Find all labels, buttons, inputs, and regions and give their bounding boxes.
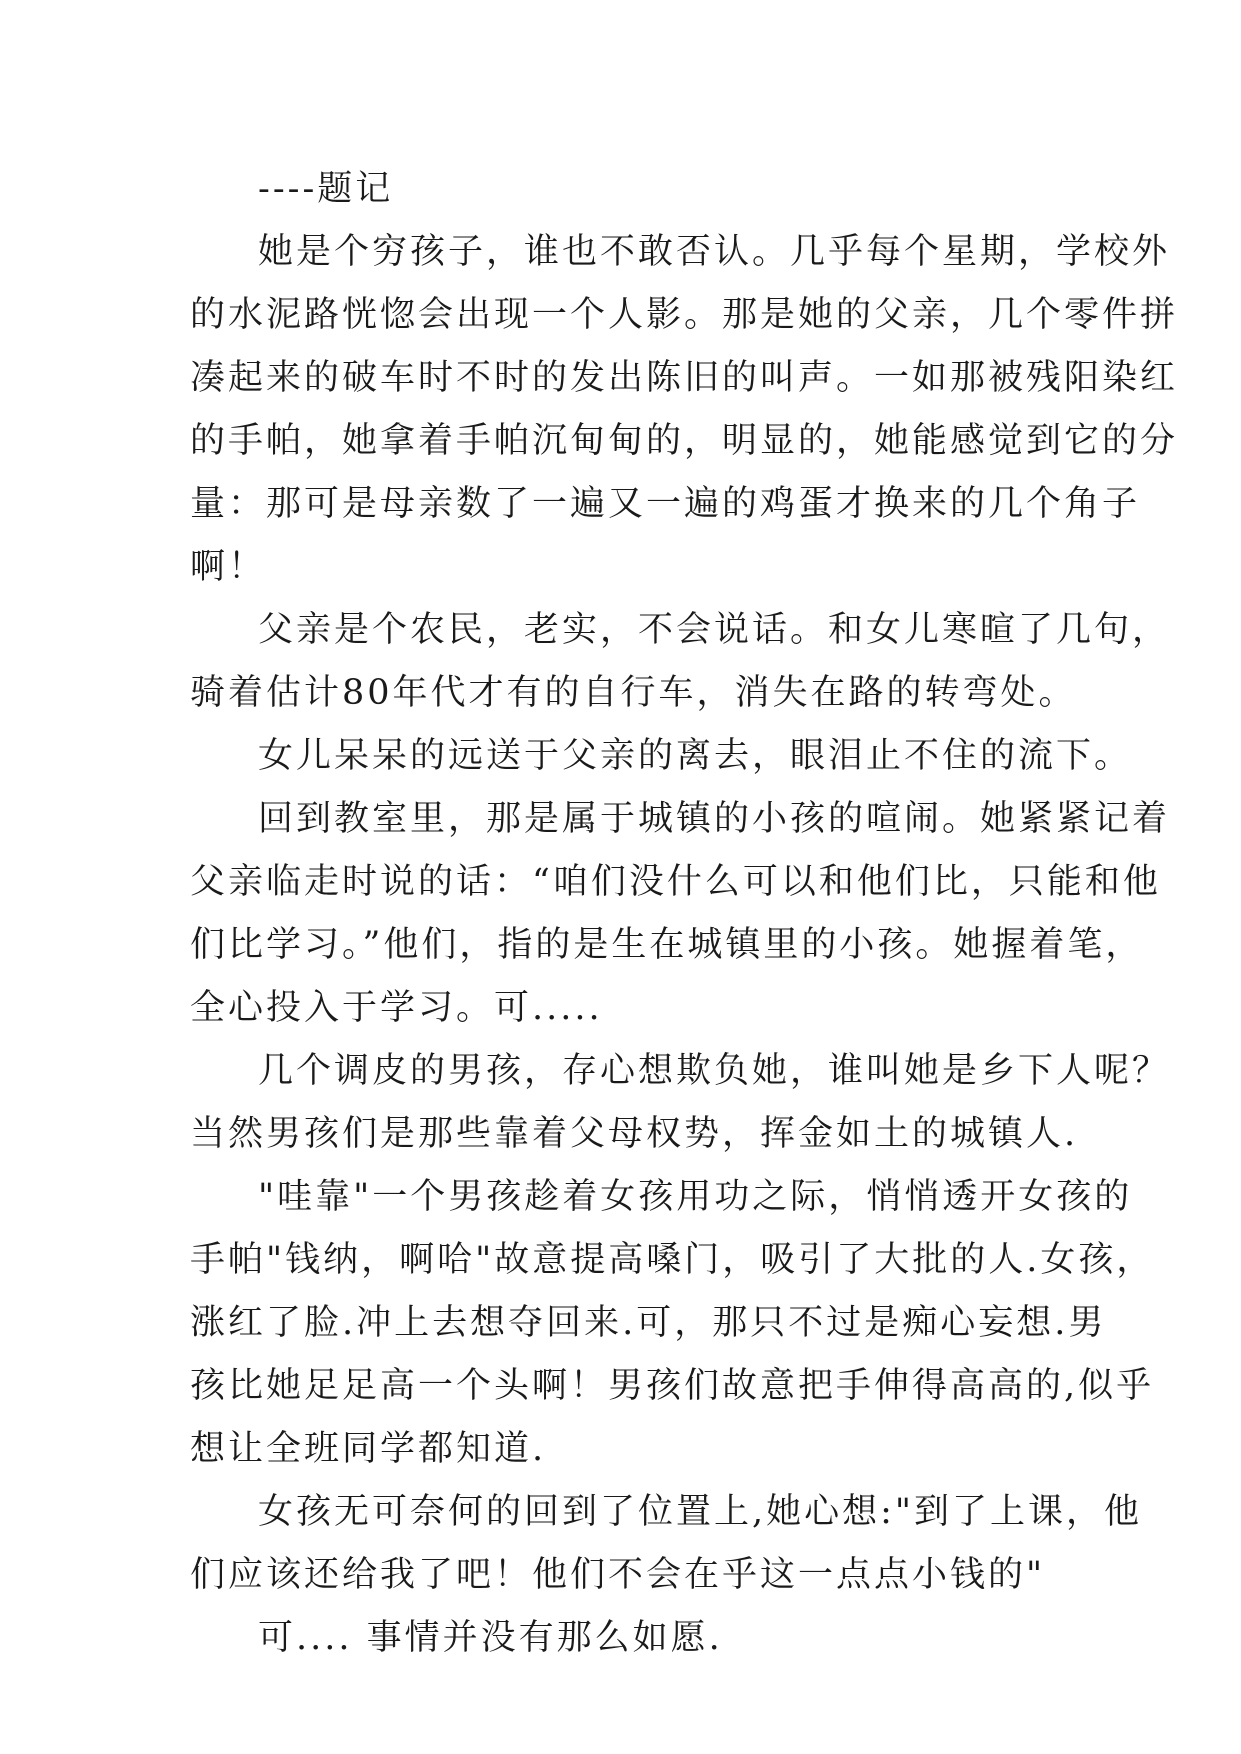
paragraph [190, 599, 1171, 725]
text-line: 女儿呆呆的远送于父亲的离去，眼泪止不住的流下。 [258, 736, 1133, 776]
text-line: 的水泥路恍惚会出现一个人影。那是她的父亲，几个零件拼 [190, 295, 1179, 335]
text-line: 骑着估计80年代才有的自行车，消失在路的转弯处。 [190, 673, 1077, 713]
text-line: 的手帕，她拿着手帕沉甸甸的，明显的，她能感觉到它的分 [190, 421, 1179, 461]
text-line: 们比学习。”他们，指的是生在城镇里的小孩。她握着笔， [190, 925, 1144, 965]
text-line: 们应该还给我了吧！他们不会在乎这一点点小钱的" [190, 1555, 1046, 1595]
paragraph [190, 221, 1179, 599]
paragraph [190, 1481, 1143, 1607]
text-line: 回到教室里，那是属于城镇的小孩的喧闹。她紧紧记着 [258, 799, 1171, 839]
text-line: "哇靠"一个男孩趁着女孩用功之际，悄悄透开女孩的 [258, 1177, 1133, 1217]
text-line: 想让全班同学都知道. [190, 1429, 547, 1469]
text-line: 当然男孩们是那些靠着父母权势，挥金如土的城镇人. [190, 1114, 1079, 1154]
text-line: 凑起来的破车时不时的发出陈旧的叫声。一如那被残阳染红 [190, 358, 1179, 398]
paragraph [190, 1040, 1171, 1166]
text-line: 全心投入于学习。可..... [190, 988, 603, 1028]
paragraph [190, 1607, 1060, 1670]
text-line: 手帕"钱纳，啊哈"故意提高嗓门，吸引了大批的人.女孩， [190, 1240, 1155, 1280]
paragraph [190, 725, 1133, 788]
text-line: 啊！ [190, 547, 267, 587]
paragraph [190, 1166, 1155, 1481]
text-line: 父亲是个农民，老实，不会说话。和女儿寒暄了几句， [258, 610, 1171, 650]
text-line: 可.... 事情并没有那么如愿. [258, 1618, 723, 1658]
text-line: 孩比她足足高一个头啊！男孩们故意把手伸得高高的,似乎 [190, 1366, 1155, 1406]
paragraph [190, 788, 1171, 1040]
text-line: 量：那可是母亲数了一遍又一遍的鸡蛋才换来的几个角子 [190, 484, 1141, 524]
text-line: 涨红了脸.冲上去想夺回来.可，那只不过是痴心妄想.男 [190, 1303, 1107, 1343]
text-line: 女孩无可奈何的回到了位置上,她心想:"到了上课，他 [258, 1492, 1143, 1532]
text-line: 她是个穷孩子，谁也不敢否认。几乎每个星期，学校外 [258, 232, 1171, 272]
text-line: 父亲临走时说的话：“咱们没什么可以和他们比，只能和他 [190, 862, 1161, 902]
text-line: 几个调皮的男孩，存心想欺负她，谁叫她是乡下人呢？ [258, 1051, 1171, 1091]
document-body [190, 158, 1179, 1670]
paragraph-epigraph [190, 158, 1060, 221]
text-line: ----题记 [258, 169, 394, 209]
